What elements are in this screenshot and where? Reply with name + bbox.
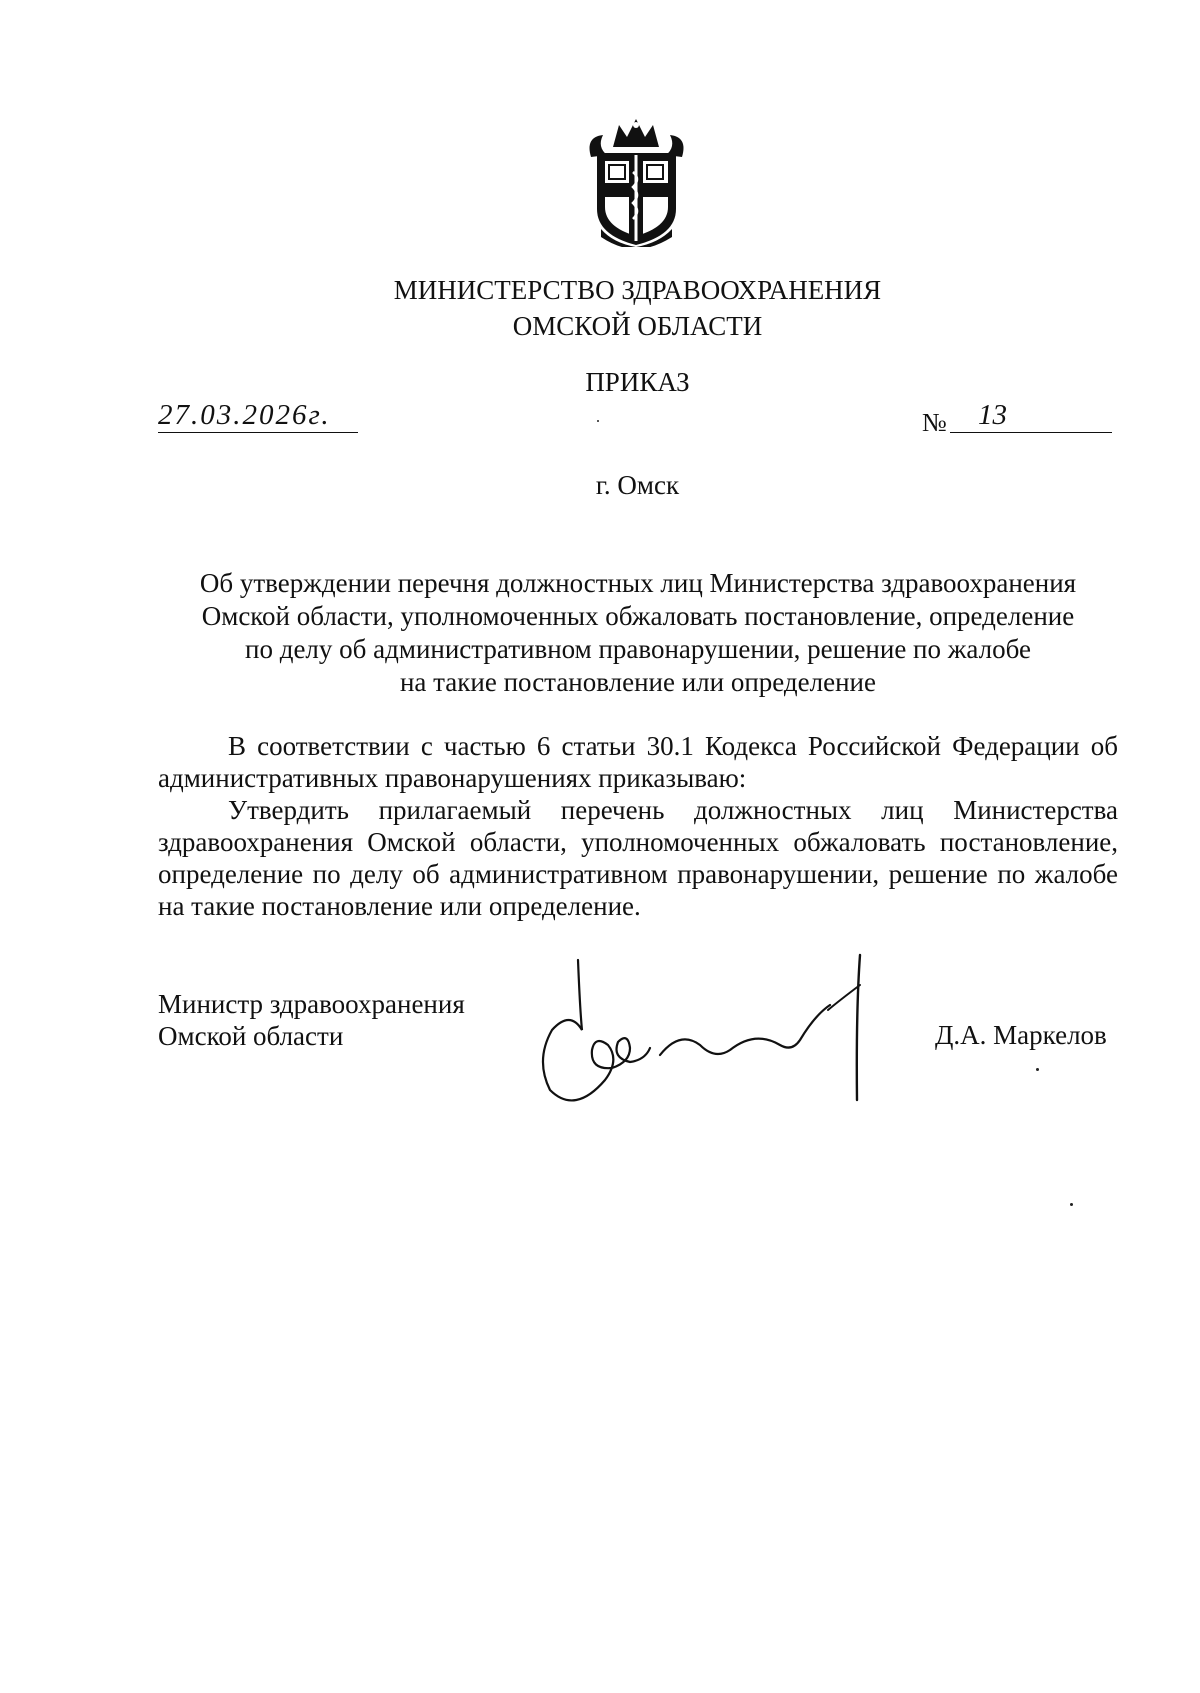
subject-line1: Об утверждении перечня должностных лиц Министерства здравоохранения xyxy=(199,568,1077,598)
body-paragraph-1: В соответствии с частью 6 статьи 30.1 Кодекса Российской Федерации об административных правонарушениях приказываю: xyxy=(158,731,1118,793)
order-date: 27.03.2026г. xyxy=(158,398,358,433)
ministry-name-line2: ОМСКОЙ ОБЛАСТИ xyxy=(512,311,763,341)
position-line2: Омской области xyxy=(158,1021,344,1051)
scan-speck xyxy=(1036,1068,1039,1071)
coat-of-arms-icon xyxy=(583,117,690,247)
subject-line3: по делу об административном правонарушении, решение по жалобе xyxy=(245,634,1031,664)
body-paragraph-2: Утвердить прилагаемый перечень должностных лиц Министерства здравоохранения Омской области, уполномоченных обжаловать постановление, определение по делу об административном правонарушении, решение по жалобе на такие постановление или определение. xyxy=(158,795,1118,921)
signatory-position xyxy=(158,988,465,1052)
position-line1: Министр здравоохранения xyxy=(158,989,465,1019)
order-subject xyxy=(158,567,1118,699)
scan-speck xyxy=(597,420,599,422)
order-body xyxy=(158,730,1118,922)
order-number: 13 xyxy=(950,398,1112,433)
document-type: ПРИКАЗ xyxy=(585,367,690,397)
number-sign: № xyxy=(922,408,947,437)
subject-line4: на такие постановление или определение xyxy=(399,667,876,697)
ministry-name xyxy=(0,272,1200,344)
subject-line2: Омской области, уполномоченных обжаловать постановление, определение xyxy=(201,601,1075,631)
city: г. Омск xyxy=(595,470,680,500)
handwritten-signature-icon xyxy=(530,950,880,1110)
signatory-name: Д.А. Маркелов xyxy=(935,1020,1107,1050)
scan-speck xyxy=(1070,1203,1073,1206)
ministry-name-line1: МИНИСТЕРСТВО ЗДРАВООХРАНЕНИЯ xyxy=(393,275,882,305)
